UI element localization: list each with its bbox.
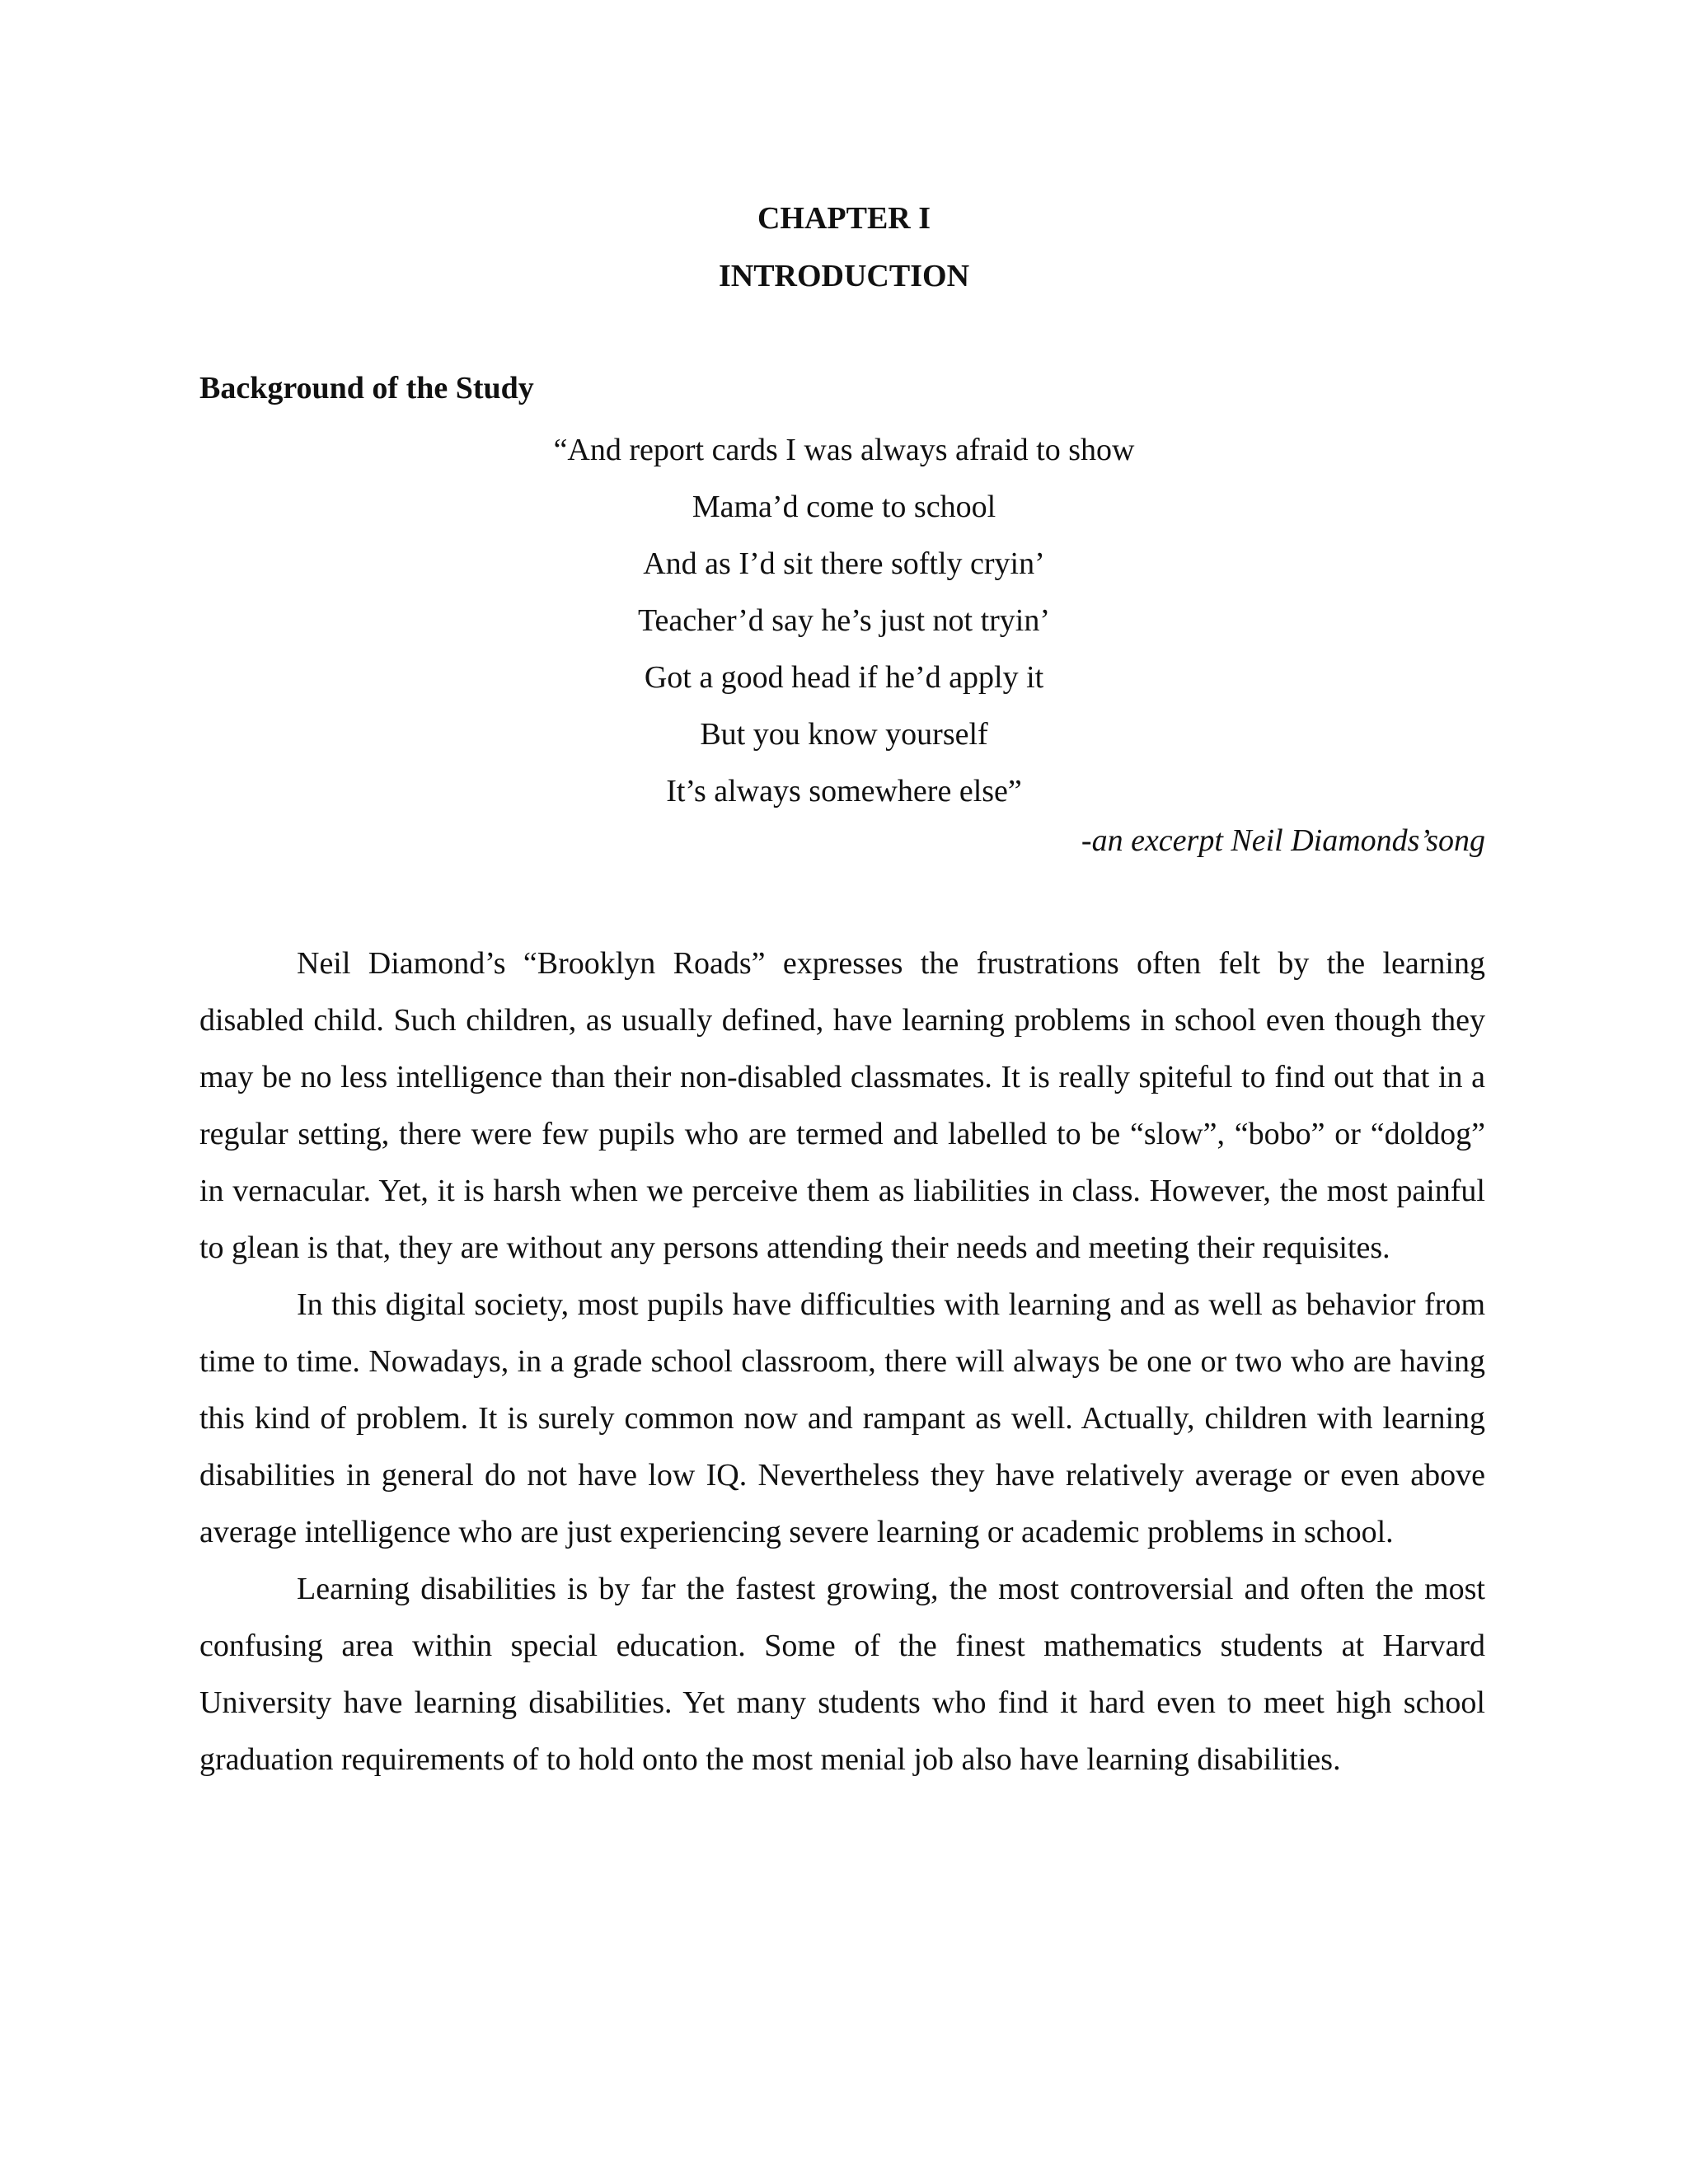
epigraph-line: “And report cards I was always afraid to show <box>553 433 1135 467</box>
chapter-number: CHAPTER I <box>757 201 931 236</box>
epigraph-line: And as I’d sit there softly cryin’ <box>643 546 1045 581</box>
body-text <box>199 935 1485 1788</box>
epigraph <box>0 422 1688 820</box>
section-heading: Background of the Study <box>199 371 534 405</box>
epigraph-line: Teacher’d say he’s just not tryin’ <box>638 603 1050 638</box>
paragraph: Neil Diamond’s “Brooklyn Roads” expresses the frustrations often felt by the learning disabled child. Such children, as usually defined, have learning problems in school even though they may be no less intelligence than their non-disabled classmates. It is really spiteful to find out that in a regular setting, there were few pupils who are termed and labelled to be “slow”, “bobo” or “doldog” in vernacular. Yet, it is harsh when we perceive them as liabilities in class. However, the most painful to glean is that, they are without any persons attending their needs and meeting their requisites. <box>199 946 1485 1265</box>
epigraph-line: Got a good head if he’d apply it <box>644 660 1044 695</box>
paragraph: Learning disabilities is by far the fastest growing, the most controversial and often the most confusing area within special education. Some of the finest mathematics students at Harvard University have learning disabilities. Yet many students who find it hard even to meet high school graduation requirements of to hold onto the most menial job also have learning disabilities. <box>199 1572 1485 1777</box>
chapter-title: INTRODUCTION <box>718 259 970 293</box>
epigraph-line: Mama’d come to school <box>692 490 996 524</box>
epigraph-line: It’s always somewhere else” <box>666 774 1022 808</box>
epigraph-line: But you know yourself <box>700 717 988 752</box>
paragraph: In this digital society, most pupils have difficulties with learning and as well as behavior from time to time. Nowadays, in a grade school classroom, there will always be one or two who are having this kind of problem. It is surely common now and rampant as well. Actually, children with learning disabilities in general do not have low IQ. Nevertheless they have relatively average or even above average intelligence who are just experiencing severe learning or academic problems in school. <box>199 1287 1485 1549</box>
epigraph-attribution: -an excerpt Neil Diamonds’song <box>1081 823 1485 858</box>
